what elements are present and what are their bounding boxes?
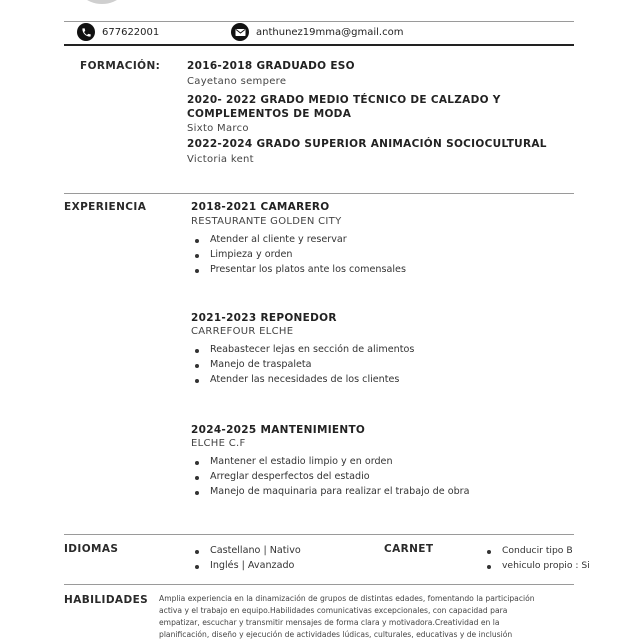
job-task: Manejo de maquinaria para realizar el trabajo de obra (192, 486, 470, 497)
job-task: Arreglar desperfectos del estadio (192, 471, 370, 482)
divider-top (64, 21, 574, 22)
skills-line: Amplia experiencia en la dinamización de grupos de distintas edades, fomentando la participación (159, 594, 535, 603)
divider (64, 584, 574, 585)
education-school: Cayetano sempere (187, 76, 287, 87)
job-title: 2021-2023 REPONEDOR (191, 312, 337, 324)
job-title: 2018-2021 CAMARERO (191, 201, 330, 213)
job-task: Manejo de traspaleta (192, 359, 312, 370)
skills-line: activa y el trabajo en equipo.Habilidades comunicativas excepcionales, con capacidad para (159, 606, 508, 615)
divider (64, 193, 574, 194)
job-title: 2024-2025 MANTENIMIENTO (191, 424, 366, 436)
section-label-idiomas: IDIOMAS (64, 543, 119, 555)
job-task: Limpieza y orden (192, 249, 292, 260)
education-school: Sixto Marco (187, 123, 249, 134)
education-title: 2016-2018 GRADUADO ESO (187, 60, 355, 72)
section-label-experiencia: EXPERIENCIA (64, 201, 147, 213)
language-item: Castellano | Nativo (192, 545, 301, 556)
education-title: 2022-2024 GRADO SUPERIOR ANIMACIÓN SOCIOCULTURAL (187, 138, 547, 150)
avatar (72, 0, 132, 4)
job-company: CARREFOUR ELCHE (191, 326, 294, 337)
job-task: Presentar los platos ante los comensales (192, 264, 406, 275)
language-item: Inglés | Avanzado (192, 560, 294, 571)
license-item: Conducir tipo B (484, 545, 573, 556)
divider (64, 534, 574, 535)
job-task: Reabastecer lejas en sección de alimentos (192, 344, 414, 355)
phone-icon (77, 23, 95, 41)
email-address: anthunez19mma@gmail.com (256, 27, 404, 38)
section-label-habilidades: HABILIDADES (64, 594, 149, 606)
education-school: Victoria kent (187, 154, 254, 165)
skills-line: planificación, diseño y ejecución de actividades lúdicas, culturales, educativas y de inclusión (159, 630, 513, 639)
job-task: Atender al cliente y reservar (192, 234, 347, 245)
skills-line: empatizar, escuchar y transmitir mensajes de forma clara y motivadora.Creatividad en la (159, 618, 500, 627)
job-company: ELCHE C.F (191, 438, 246, 449)
section-label-formacion: FORMACIÓN: (80, 60, 161, 72)
phone-number: 677622001 (102, 27, 160, 38)
job-task: Mantener el estadio limpio y en orden (192, 456, 393, 467)
license-item: vehiculo propio : Si (484, 560, 590, 571)
divider-header (64, 44, 574, 46)
envelope-icon (231, 23, 249, 41)
job-company: RESTAURANTE GOLDEN CITY (191, 216, 342, 227)
education-title: 2020- 2022 GRADO MEDIO TÉCNICO DE CALZADO Y (187, 94, 501, 106)
section-label-carnet: CARNET (384, 543, 434, 555)
job-task: Atender las necesidades de los clientes (192, 374, 399, 385)
education-title-cont: COMPLEMENTOS DE MODA (187, 108, 352, 120)
